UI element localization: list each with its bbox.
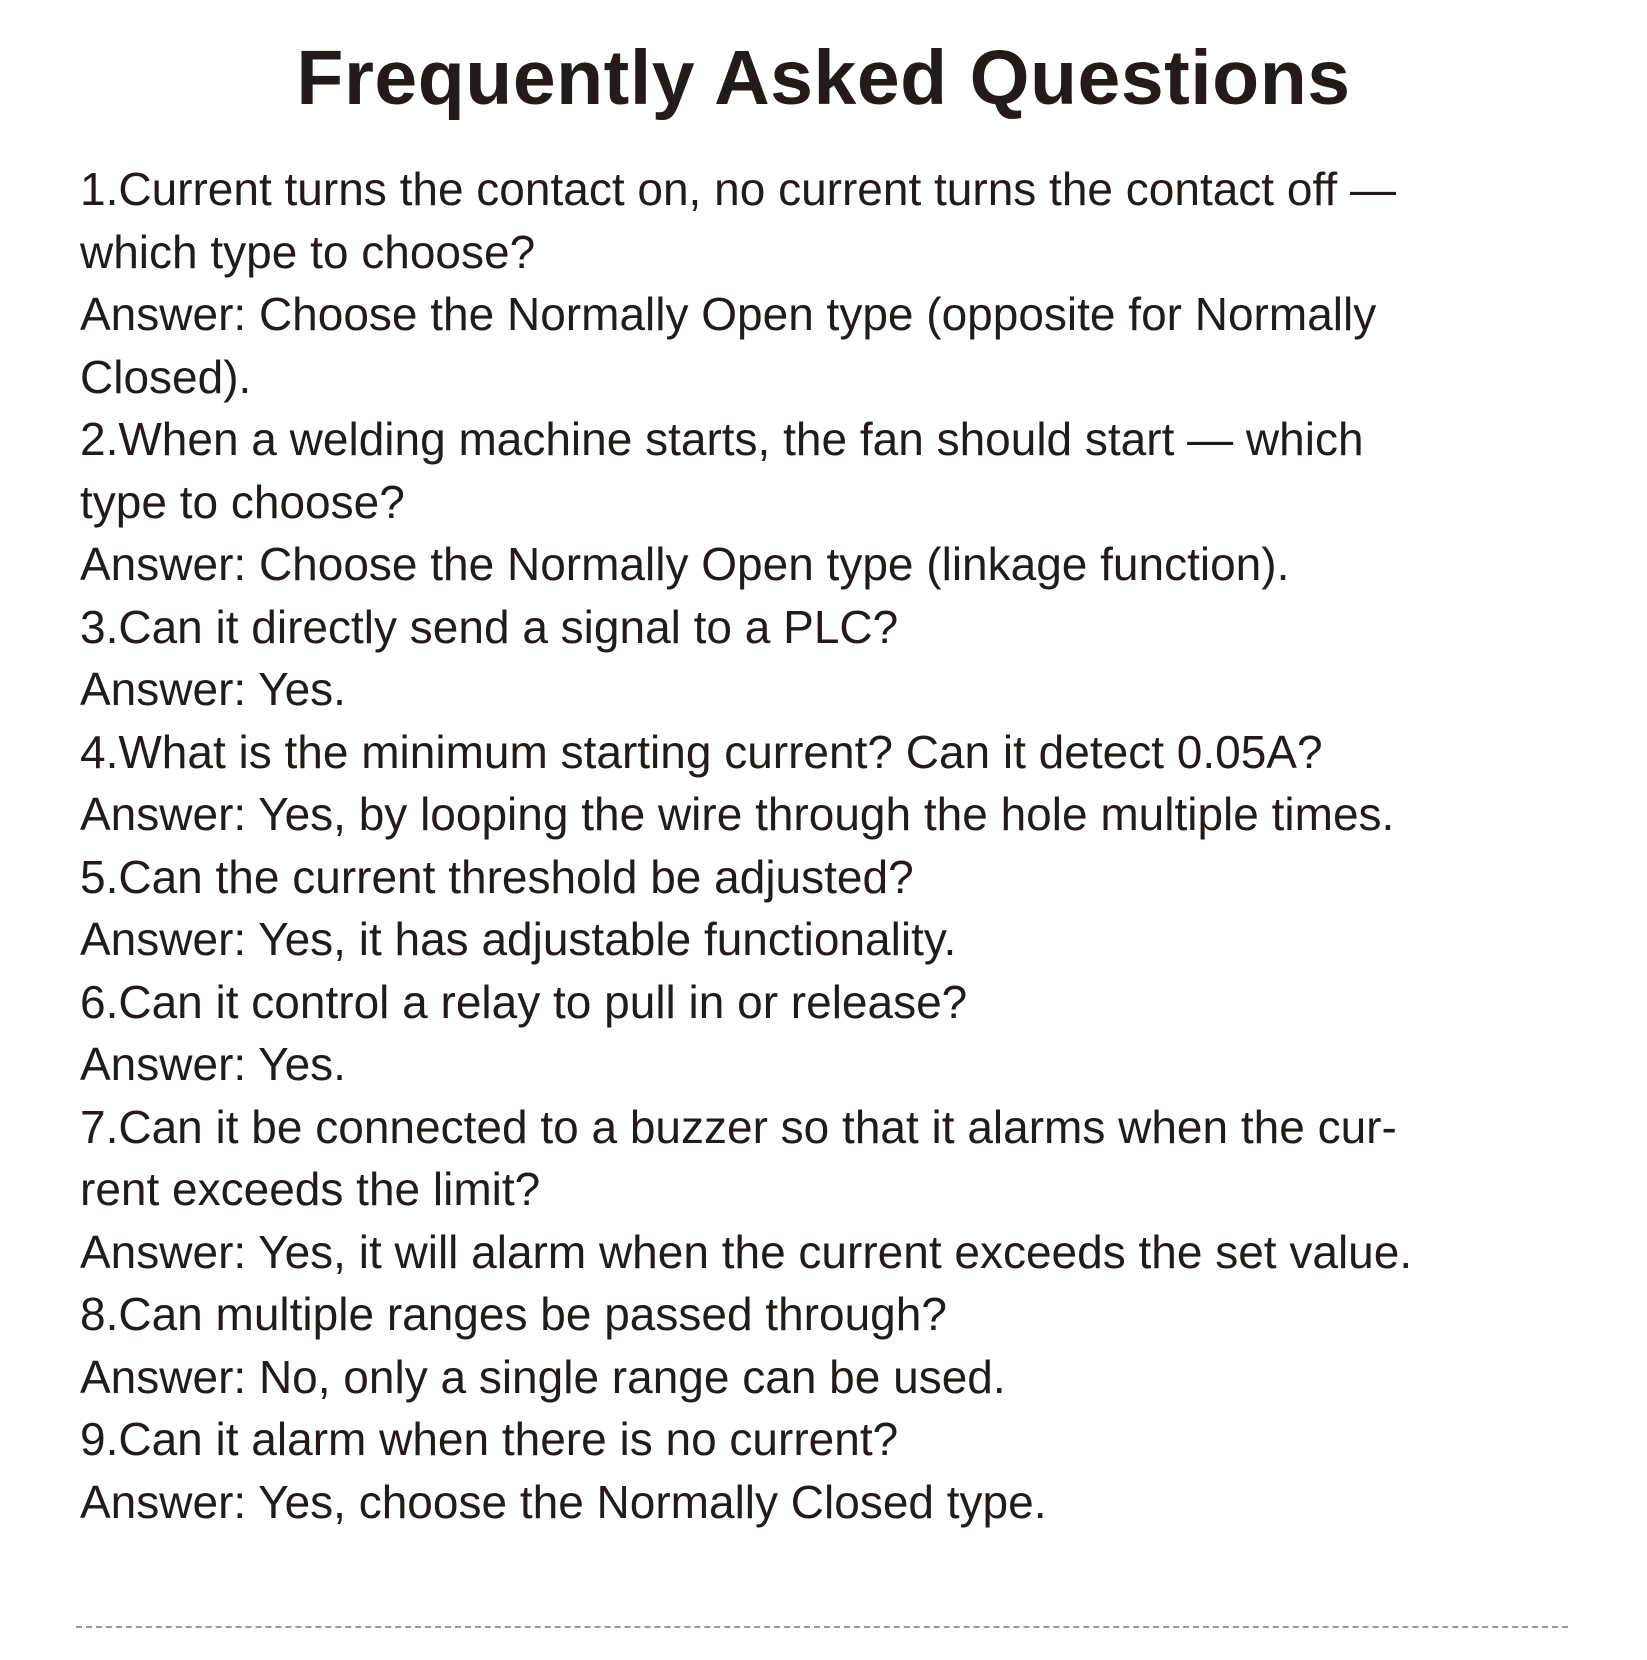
faq-item <box>80 1283 1550 1408</box>
faq-answer-line: Answer: No, only a single range can be used. <box>80 1350 1006 1403</box>
faq-answer-line: Answer: Yes. <box>80 1038 346 1090</box>
faq-question-line: 5.Can the current threshold be adjusted? <box>80 850 914 903</box>
faq-list <box>80 158 1550 1533</box>
faq-answer-line: Answer: Yes. <box>80 663 346 715</box>
faq-question-line: 6.Can it control a relay to pull in or release? <box>80 975 968 1028</box>
faq-question-line: 7.Can it be connected to a buzzer so that it alarms when the cur- <box>80 1100 1397 1153</box>
faq-question-line: 9.Can it alarm when there is no current? <box>80 1413 899 1465</box>
faq-question-line: 8.Can multiple ranges be passed through? <box>80 1288 947 1340</box>
faq-answer-line: Answer: Yes, it will alarm when the current exceeds the set value. <box>80 1225 1413 1278</box>
faq-question-line: 1.Current turns the contact on, no current turns the contact off — <box>80 163 1396 215</box>
faq-question-line: which type to choose? <box>80 225 536 278</box>
faq-answer-line: Answer: Yes, it has adjustable functionality. <box>80 913 957 965</box>
page-title: Frequently Asked Questions <box>296 35 1351 121</box>
faq-answer-line: Answer: Yes, by looping the wire through the hole multiple times. <box>80 788 1395 840</box>
faq-answer-line: Answer: Choose the Normally Open type (opposite for Normally <box>80 288 1377 340</box>
faq-item <box>80 408 1550 596</box>
faq-item <box>80 846 1550 971</box>
faq-question-line: type to choose? <box>80 475 405 528</box>
faq-question-line: rent exceeds the limit? <box>80 1163 541 1215</box>
faq-question-line: 2.When a welding machine starts, the fan should start — which <box>80 413 1364 465</box>
faq-answer-line: Answer: Yes, choose the Normally Closed type. <box>80 1475 1047 1528</box>
faq-item <box>80 1096 1550 1284</box>
faq-item <box>80 596 1550 721</box>
faq-item <box>80 1408 1550 1533</box>
faq-item <box>80 158 1550 408</box>
faq-item <box>80 721 1550 846</box>
faq-item <box>80 971 1550 1096</box>
faq-answer-line: Closed). <box>80 350 252 403</box>
faq-question-line: 4.What is the minimum starting current? Can it detect 0.05A? <box>80 725 1323 778</box>
faq-question-line: 3.Can it directly send a signal to a PLC? <box>80 600 899 653</box>
dashed-divider <box>76 1626 1568 1628</box>
faq-answer-line: Answer: Choose the Normally Open type (linkage function). <box>80 538 1290 590</box>
